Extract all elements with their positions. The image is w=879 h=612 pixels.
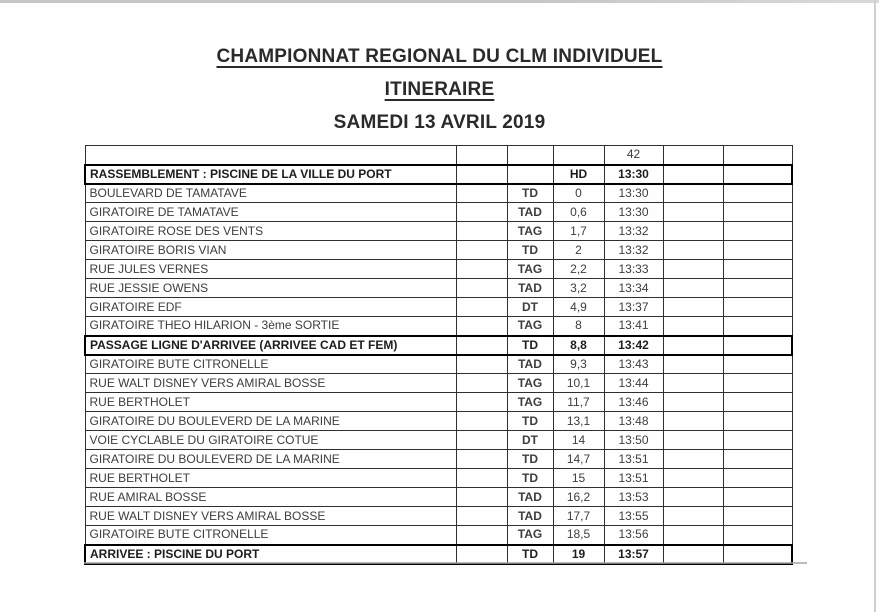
cell-distance: 2,2 (553, 260, 604, 279)
cell-time: 13:32 (604, 241, 663, 260)
cell-distance: 14 (553, 431, 604, 450)
cell-location: ARRIVEE : PISCINE DU PORT (85, 545, 456, 564)
cell-blank-3 (723, 241, 792, 260)
cell-location: GIRATOIRE BUTE CITRONELLE (85, 355, 456, 374)
cell-turn-type: TAD (507, 355, 553, 374)
cell-blank-2 (663, 165, 723, 184)
cell-blank-3 (723, 545, 792, 564)
table-row (85, 507, 792, 526)
cell-time: 42 (604, 146, 663, 165)
table-row (85, 374, 792, 393)
cell-blank-1 (456, 317, 507, 336)
cell-turn-type: TD (507, 412, 553, 431)
cell-blank-2 (663, 222, 723, 241)
cell-turn-type: TAD (507, 203, 553, 222)
cell-blank-1 (456, 526, 507, 545)
cell-blank-1 (456, 146, 507, 165)
cell-blank-3 (723, 469, 792, 488)
cell-blank-2 (663, 279, 723, 298)
cell-location: VOIE CYCLABLE DU GIRATOIRE COTUE (85, 431, 456, 450)
cell-turn-type: DT (507, 298, 553, 317)
cell-distance: 10,1 (553, 374, 604, 393)
table-row (85, 526, 792, 545)
cell-time: 13:34 (604, 279, 663, 298)
cell-blank-2 (663, 203, 723, 222)
table-row (85, 469, 792, 488)
cell-turn-type: TAG (507, 222, 553, 241)
cell-time: 13:42 (604, 336, 663, 355)
cell-blank-3 (723, 450, 792, 469)
cell-blank-2 (663, 260, 723, 279)
cell-time: 13:56 (604, 526, 663, 545)
document-title: CHAMPIONNAT REGIONAL DU CLM INDIVIDUEL (216, 46, 663, 67)
cell-blank-2 (663, 488, 723, 507)
cell-blank-1 (456, 488, 507, 507)
cell-blank-2 (663, 431, 723, 450)
cell-blank-1 (456, 412, 507, 431)
cell-time: 13:30 (604, 165, 663, 184)
cell-distance (553, 146, 604, 165)
cell-distance: 17,7 (553, 507, 604, 526)
table-row (85, 222, 792, 241)
cell-time: 13:50 (604, 431, 663, 450)
cell-distance: 3,2 (553, 279, 604, 298)
table-row (85, 203, 792, 222)
page-top-edge (0, 0, 879, 3)
cell-location: GIRATOIRE ROSE DES VENTS (85, 222, 456, 241)
cell-blank-3 (723, 526, 792, 545)
cell-time: 13:53 (604, 488, 663, 507)
cell-blank-1 (456, 298, 507, 317)
itinerary-table-body (85, 146, 792, 564)
cell-blank-2 (663, 545, 723, 564)
cell-time: 13:41 (604, 317, 663, 336)
cell-blank-1 (456, 260, 507, 279)
cell-blank-3 (723, 146, 792, 165)
document-subtitle: ITINERAIRE (384, 79, 495, 100)
cell-location: RUE WALT DISNEY VERS AMIRAL BOSSE (85, 507, 456, 526)
cell-distance: 8,8 (553, 336, 604, 355)
cell-turn-type: TD (507, 450, 553, 469)
cell-blank-1 (456, 241, 507, 260)
cell-time: 13:30 (604, 203, 663, 222)
cell-turn-type: TAG (507, 374, 553, 393)
cell-location: RUE WALT DISNEY VERS AMIRAL BOSSE (85, 374, 456, 393)
cell-blank-1 (456, 431, 507, 450)
cell-blank-2 (663, 184, 723, 203)
cell-turn-type: TD (507, 545, 553, 564)
table-row (85, 412, 792, 431)
cell-location: GIRATOIRE DU BOULEVERD DE LA MARINE (85, 450, 456, 469)
cell-distance: 14,7 (553, 450, 604, 469)
table-row (85, 279, 792, 298)
cell-blank-3 (723, 279, 792, 298)
cell-location: RASSEMBLEMENT : PISCINE DE LA VILLE DU PORT (85, 165, 456, 184)
table-row (85, 450, 792, 469)
cell-blank-3 (723, 355, 792, 374)
cell-blank-3 (723, 507, 792, 526)
cell-distance: HD (553, 165, 604, 184)
table-row (85, 146, 792, 165)
cell-time: 13:33 (604, 260, 663, 279)
cell-time: 13:51 (604, 450, 663, 469)
table-ghost-line (84, 562, 807, 564)
table-row (85, 355, 792, 374)
cell-blank-2 (663, 374, 723, 393)
cell-turn-type: TAD (507, 279, 553, 298)
cell-blank-1 (456, 203, 507, 222)
cell-location: GIRATOIRE BUTE CITRONELLE (85, 526, 456, 545)
cell-blank-1 (456, 165, 507, 184)
table-row (85, 545, 792, 564)
cell-blank-2 (663, 298, 723, 317)
table-row (85, 393, 792, 412)
cell-turn-type: TD (507, 336, 553, 355)
cell-time: 13:51 (604, 469, 663, 488)
cell-blank-3 (723, 260, 792, 279)
cell-distance: 4,9 (553, 298, 604, 317)
cell-location (85, 146, 456, 165)
cell-location: GIRATOIRE EDF (85, 298, 456, 317)
cell-blank-1 (456, 469, 507, 488)
cell-time: 13:46 (604, 393, 663, 412)
cell-distance: 9,3 (553, 355, 604, 374)
cell-distance: 16,2 (553, 488, 604, 507)
cell-distance: 2 (553, 241, 604, 260)
cell-location: RUE JESSIE OWENS (85, 279, 456, 298)
cell-location: RUE BERTHOLET (85, 393, 456, 412)
cell-distance: 0 (553, 184, 604, 203)
table-row (85, 165, 792, 184)
cell-time: 13:48 (604, 412, 663, 431)
cell-distance: 11,7 (553, 393, 604, 412)
cell-distance: 13,1 (553, 412, 604, 431)
cell-time: 13:32 (604, 222, 663, 241)
itinerary-table (84, 145, 793, 565)
cell-turn-type: TAD (507, 507, 553, 526)
cell-blank-2 (663, 412, 723, 431)
cell-distance: 1,7 (553, 222, 604, 241)
cell-distance: 8 (553, 317, 604, 336)
cell-turn-type: TD (507, 469, 553, 488)
cell-blank-2 (663, 450, 723, 469)
cell-turn-type: TAG (507, 526, 553, 545)
table-row (85, 431, 792, 450)
table-row (85, 260, 792, 279)
cell-location: RUE BERTHOLET (85, 469, 456, 488)
cell-location: PASSAGE LIGNE D'ARRIVEE (ARRIVEE CAD ET FEM) (85, 336, 456, 355)
cell-time: 13:37 (604, 298, 663, 317)
cell-blank-2 (663, 146, 723, 165)
cell-location: GIRATOIRE BORIS VIAN (85, 241, 456, 260)
cell-location: GIRATOIRE THEO HILARION - 3ème SORTIE (85, 317, 456, 336)
cell-blank-3 (723, 184, 792, 203)
cell-time: 13:43 (604, 355, 663, 374)
cell-time: 13:55 (604, 507, 663, 526)
cell-turn-type: TAG (507, 260, 553, 279)
cell-blank-2 (663, 393, 723, 412)
cell-blank-1 (456, 336, 507, 355)
cell-blank-3 (723, 412, 792, 431)
cell-blank-3 (723, 374, 792, 393)
cell-blank-2 (663, 469, 723, 488)
cell-blank-3 (723, 393, 792, 412)
cell-blank-1 (456, 450, 507, 469)
cell-blank-3 (723, 488, 792, 507)
cell-distance: 18,5 (553, 526, 604, 545)
cell-blank-2 (663, 355, 723, 374)
table-row (85, 241, 792, 260)
cell-blank-3 (723, 298, 792, 317)
table-row (85, 488, 792, 507)
cell-turn-type (507, 146, 553, 165)
cell-blank-1 (456, 279, 507, 298)
cell-time: 13:57 (604, 545, 663, 564)
cell-blank-3 (723, 336, 792, 355)
cell-distance: 0,6 (553, 203, 604, 222)
cell-blank-3 (723, 317, 792, 336)
cell-turn-type: TAD (507, 488, 553, 507)
cell-location: BOULEVARD DE TAMATAVE (85, 184, 456, 203)
cell-turn-type (507, 165, 553, 184)
cell-blank-1 (456, 545, 507, 564)
cell-blank-1 (456, 184, 507, 203)
cell-location: RUE JULES VERNES (85, 260, 456, 279)
cell-blank-1 (456, 393, 507, 412)
table-row (85, 184, 792, 203)
cell-time: 13:44 (604, 374, 663, 393)
table-row (85, 336, 792, 355)
cell-blank-1 (456, 222, 507, 241)
cell-time: 13:30 (604, 184, 663, 203)
cell-location: GIRATOIRE DE TAMATAVE (85, 203, 456, 222)
cell-turn-type: TAG (507, 317, 553, 336)
table-row (85, 317, 792, 336)
cell-blank-1 (456, 355, 507, 374)
cell-distance: 19 (553, 545, 604, 564)
cell-blank-1 (456, 374, 507, 393)
cell-location: GIRATOIRE DU BOULEVERD DE LA MARINE (85, 412, 456, 431)
cell-blank-2 (663, 507, 723, 526)
cell-blank-1 (456, 507, 507, 526)
table-row (85, 298, 792, 317)
cell-blank-2 (663, 317, 723, 336)
cell-turn-type: TAG (507, 393, 553, 412)
cell-blank-2 (663, 241, 723, 260)
cell-location: RUE AMIRAL BOSSE (85, 488, 456, 507)
cell-blank-3 (723, 431, 792, 450)
cell-blank-3 (723, 165, 792, 184)
document-date: SAMEDI 13 AVRIL 2019 (333, 112, 546, 133)
cell-turn-type: TD (507, 184, 553, 203)
cell-blank-2 (663, 526, 723, 545)
cell-blank-3 (723, 203, 792, 222)
cell-turn-type: DT (507, 431, 553, 450)
cell-turn-type: TD (507, 241, 553, 260)
cell-distance: 15 (553, 469, 604, 488)
cell-blank-2 (663, 336, 723, 355)
cell-blank-3 (723, 222, 792, 241)
